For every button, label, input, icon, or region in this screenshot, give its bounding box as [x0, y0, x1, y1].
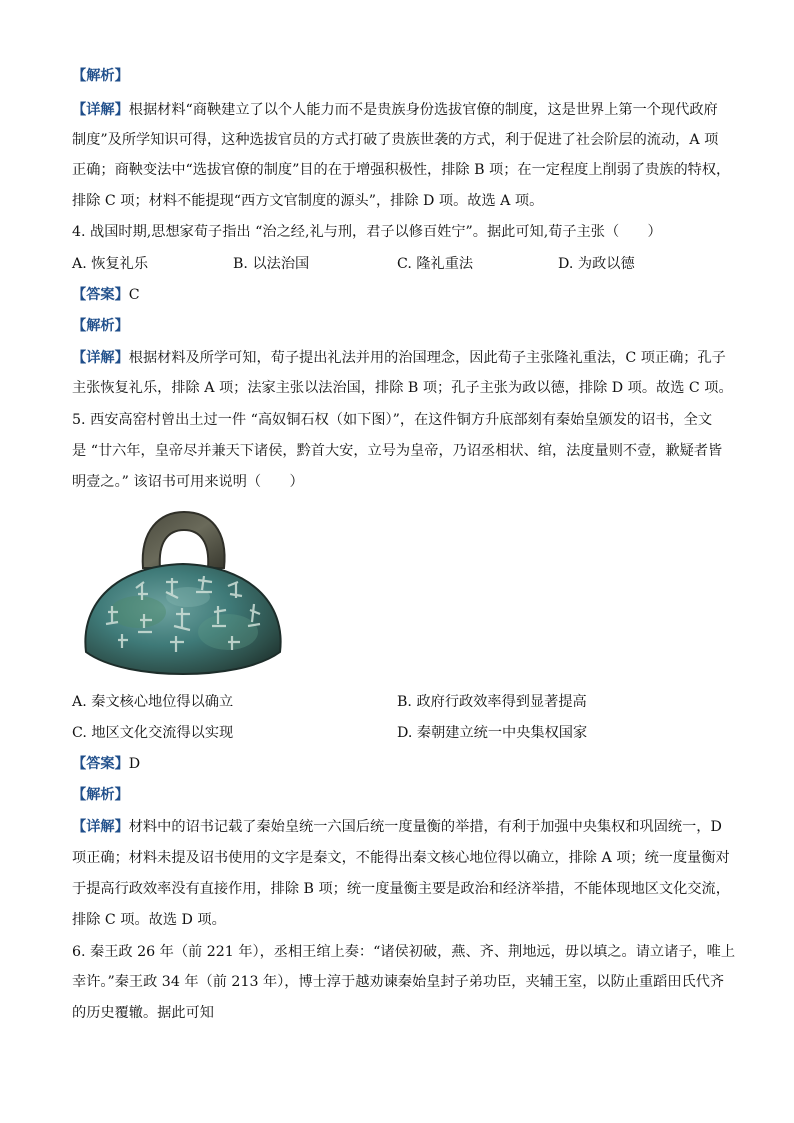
q5-answer-line [72, 754, 722, 774]
detail-tag: 【详解】 [72, 819, 129, 835]
q5-option-c: C. 地区文化交流得以实现 [72, 725, 234, 741]
analysis-tag: 【解析】 [72, 68, 129, 84]
analysis-tag: 【解析】 [72, 787, 129, 803]
q3-analysis-line-3: 正确；商鞅变法中“选拔官僚的制度”目的在于增强积极性，排除 B 项；在一定程度上削弱了贵族的特权， [72, 162, 731, 178]
detail-tag: 【详解】 [72, 350, 129, 366]
q4-answer: C [128, 287, 140, 303]
bronze-weight-image [78, 502, 288, 680]
q5-analysis-line-2: 项正确；材料未提及诏书使用的文字是秦文，不能得出秦文核心地位得以确立，排除 A 项；统一度量衡对 [72, 850, 730, 866]
answer-tag: 【答案】 [72, 756, 129, 772]
q6-stem-line-3: 的历史覆辙。据此可知 [72, 1005, 214, 1021]
q4-answer-line [72, 285, 722, 305]
q5-stem-line-1: 5. 西安高窑村曾出土过一件 “高奴铜石权（如下图）”，在这件铜方升底部刻有秦始皇颁发的诏书，全文 [72, 412, 713, 428]
q4-analysis-line-1 [72, 348, 726, 368]
detail-tag: 【详解】 [72, 102, 129, 118]
q3-analysis-text: 根据材料“商鞅建立了以个人能力而不是贵族身份选拔官僚的制度，这是世界上第一个现代政府 [128, 102, 718, 118]
weight-handle [143, 512, 225, 568]
q5-stem-line-2: 是 “廿六年，皇帝尽并兼天下诸侯，黔首大安，立号为皇帝，乃诏丞相状、绾，法度量则不壹，歉疑者皆 [72, 443, 723, 459]
analysis-tag: 【解析】 [72, 318, 129, 334]
q5-option-d: D. 秦朝建立统一中央集权国家 [397, 725, 588, 741]
q4-option-d: D. 为政以德 [558, 256, 635, 272]
q4-option-b: B. 以法治国 [233, 256, 310, 272]
q4-option-c: C. 隆礼重法 [397, 256, 474, 272]
q5-analysis-line-1 [72, 817, 722, 837]
q4-analysis-line-2: 主张恢复礼乐，排除 A 项；法家主张以法治国，排除 B 项；孔子主张为政以德，排除 D 项。故选 C 项。 [72, 380, 733, 396]
q5-stem-line-3: 明壹之。” 该诏书可用来说明（ ） [72, 474, 304, 490]
q4-stem: 4. 战国时期,思想家荀子指出 “治之经,礼与刑，君子以修百姓宁”。据此可知,荀子主张（ ） [72, 224, 662, 240]
q6-stem-line-2: 幸许。”秦王政 34 年（前 213 年），博士淳于越劝谏秦始皇封子弟功臣，夹辅王室，以防止重蹈田氏代齐 [72, 974, 725, 990]
q5-analysis-line-3: 于提高行政效率没有直接作用，排除 B 项；统一度量衡主要是政治和经济举措，不能体现地区文化交流， [72, 881, 730, 897]
q6-stem-line-1: 6. 秦王政 26 年（前 221 年），丞相王绾上奏：“诸侯初破，燕、齐、荆地远，毋以填之。请立诸子，唯上 [72, 944, 736, 960]
q3-analysis-line-4: 排除 C 项；材料不能提现“西方文官制度的源头”，排除 D 项。故选 A 项。 [72, 193, 544, 209]
bronze-weight-illustration [78, 502, 288, 680]
q4-option-a: A. 恢复礼乐 [72, 256, 149, 272]
q3-analysis-line-2: 制度”及所学知识可得，这种选拔官员的方式打破了贵族世袭的方式，利于促进了社会阶层的流动，A 项 [72, 132, 719, 148]
q3-analysis-line-1 [72, 100, 722, 120]
q5-answer: D [128, 756, 141, 772]
q5-option-a: A. 秦文核心地位得以确立 [72, 694, 234, 710]
q5-analysis-text: 材料中的诏书记载了秦始皇统一六国后统一度量衡的举措，有利于加强中央集权和巩固统一，D [128, 819, 722, 835]
q5-analysis-line-4: 排除 C 项。故选 D 项。 [72, 912, 226, 928]
q4-analysis-text: 根据材料及所学可知，荀子提出礼法并用的治国理念，因此荀子主张隆礼重法，C 项正确；孔子 [128, 350, 726, 366]
q5-option-b: B. 政府行政效率得到显著提高 [397, 694, 587, 710]
answer-tag: 【答案】 [72, 287, 129, 303]
